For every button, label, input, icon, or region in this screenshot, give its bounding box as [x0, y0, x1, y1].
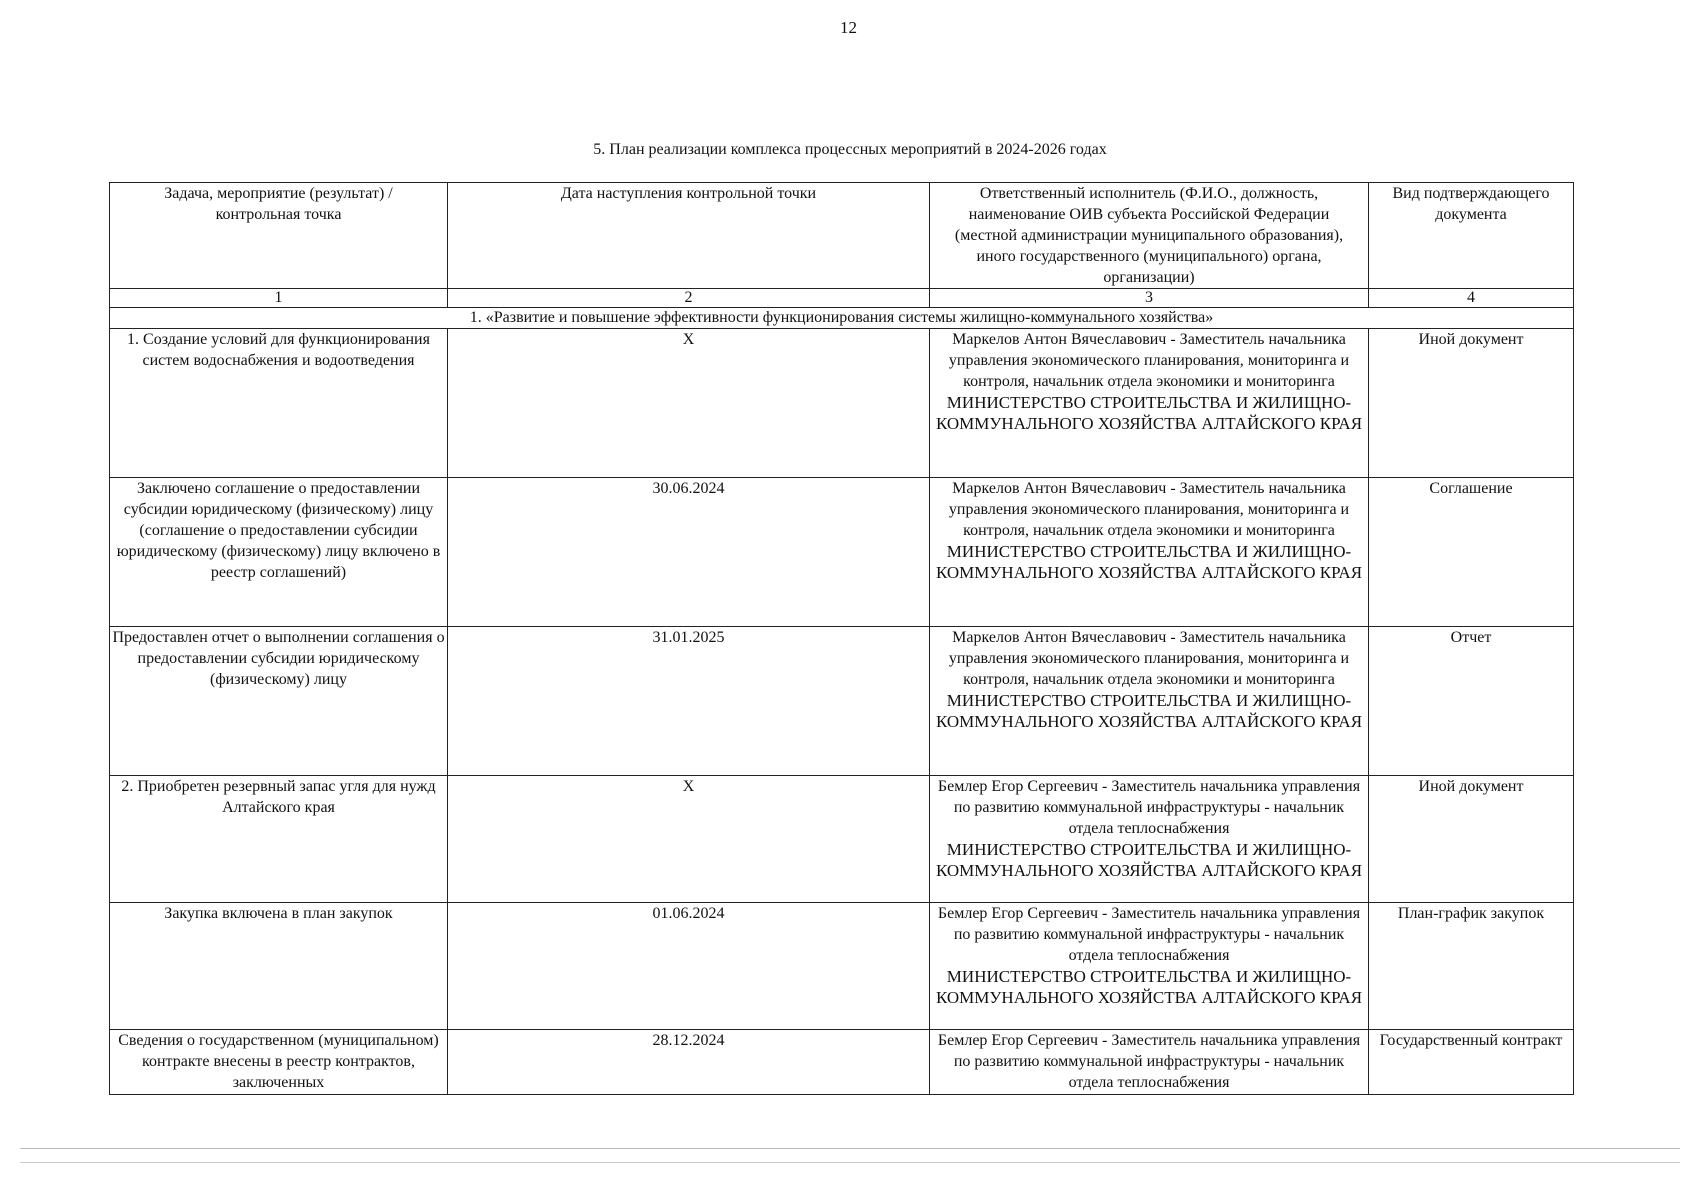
task-cell: Закупка включена в план закупок	[110, 903, 448, 1030]
page-title: 5. План реализации комплекса процессных мероприятий в 2024-2026 годах	[593, 141, 1107, 158]
plan-table	[109, 182, 1574, 1095]
executor-text: Маркелов Антон Вячеславович - Заместитель начальника управления экономического планирования, мониторинга и контроля, начальник отдела экономики и мониторинга	[948, 480, 1350, 539]
column-number-row	[110, 289, 1574, 308]
date-cell: 30.06.2024	[448, 478, 930, 627]
executor-cell	[930, 627, 1369, 776]
date-cell: 01.06.2024	[448, 903, 930, 1030]
task-cell: Предоставлен отчет о выполнении соглашения о предоставлении субсидии юридическому (физическому) лицу	[110, 627, 448, 776]
executor-cell	[930, 1030, 1369, 1095]
executor-cell	[930, 776, 1369, 903]
table-row	[110, 776, 1574, 903]
organization-name: МИНИСТЕРСТВО СТРОИТЕЛЬСТВА И ЖИЛИЩНО-КОММУНАЛЬНОГО ХОЗЯЙСТВА АЛТАЙСКОГО КРАЯ	[935, 840, 1363, 880]
date-cell: X	[448, 776, 930, 903]
column-number: 4	[1369, 289, 1574, 308]
organization-name: МИНИСТЕРСТВО СТРОИТЕЛЬСТВА И ЖИЛИЩНО-КОММУНАЛЬНОГО ХОЗЯЙСТВА АЛТАЙСКОГО КРАЯ	[935, 393, 1363, 433]
table-row	[110, 478, 1574, 627]
column-header-executor: Ответственный исполнитель (Ф.И.О., должность, наименование ОИВ субъекта Российской Федерации (местной администрации муниципального образования), иного государственного (муниципального) органа, организации)	[930, 183, 1369, 289]
executor-text: Маркелов Антон Вячеславович - Заместитель начальника управления экономического планирования, мониторинга и контроля, начальник отдела экономики и мониторинга	[948, 331, 1350, 390]
executor-text: Бемлер Егор Сергеевич - Заместитель начальника управления по развитию коммунальной инфраструктуры - начальник отдела теплоснабжения	[937, 778, 1361, 837]
organization-name: МИНИСТЕРСТВО СТРОИТЕЛЬСТВА И ЖИЛИЩНО-КОММУНАЛЬНОГО ХОЗЯЙСТВА АЛТАЙСКОГО КРАЯ	[935, 542, 1363, 582]
table-row	[110, 627, 1574, 776]
document-cell: Иной документ	[1369, 329, 1574, 478]
column-number: 3	[930, 289, 1369, 308]
document-cell: Соглашение	[1369, 478, 1574, 627]
executor-text: Бемлер Егор Сергеевич - Заместитель начальника управления по развитию коммунальной инфраструктуры - начальник отдела теплоснабжения	[937, 905, 1361, 964]
organization-name: МИНИСТЕРСТВО СТРОИТЕЛЬСТВА И ЖИЛИЩНО-КОММУНАЛЬНОГО ХОЗЯЙСТВА АЛТАЙСКОГО КРАЯ	[935, 967, 1363, 1007]
table-header-row	[110, 183, 1574, 289]
section-title: 1. «Развитие и повышение эффективности функционирования системы жилищно-коммунального хозяйства»	[110, 308, 1574, 329]
organization-name: МИНИСТЕРСТВО СТРОИТЕЛЬСТВА И ЖИЛИЩНО-КОММУНАЛЬНОГО ХОЗЯЙСТВА АЛТАЙСКОГО КРАЯ	[935, 691, 1363, 731]
executor-cell	[930, 329, 1369, 478]
task-cell: Заключено соглашение о предоставлении субсидии юридическому (физическому) лицу (соглашение о предоставлении субсидии юридическому (физическому) лицу включено в реестр соглашений)	[110, 478, 448, 627]
executor-cell	[930, 478, 1369, 627]
column-header-date: Дата наступления контрольной точки	[448, 183, 930, 289]
column-number: 2	[448, 289, 930, 308]
executor-text: Маркелов Антон Вячеславович - Заместитель начальника управления экономического планирования, мониторинга и контроля, начальник отдела экономики и мониторинга	[948, 629, 1350, 688]
document-cell: План-график закупок	[1369, 903, 1574, 1030]
task-cell: 2. Приобретен резервный запас угля для нужд Алтайского края	[110, 776, 448, 903]
column-header-task: Задача, мероприятие (результат) / контрольная точка	[110, 183, 448, 289]
scan-divider-line	[20, 1148, 1680, 1149]
date-cell: 31.01.2025	[448, 627, 930, 776]
column-number: 1	[110, 289, 448, 308]
table-row	[110, 903, 1574, 1030]
page-number: 12	[840, 18, 857, 37]
task-cell: 1. Создание условий для функционирования систем водоснабжения и водоотведения	[110, 329, 448, 478]
date-cell: X	[448, 329, 930, 478]
section-row	[110, 308, 1574, 329]
task-cell: Сведения о государственном (муниципальном) контракте внесены в реестр контрактов, заключенных	[110, 1030, 448, 1095]
table-row	[110, 1030, 1574, 1095]
column-header-document: Вид подтверждающего документа	[1369, 183, 1574, 289]
document-cell: Иной документ	[1369, 776, 1574, 903]
scan-divider-line	[20, 1162, 1680, 1163]
document-cell: Государственный контракт	[1369, 1030, 1574, 1095]
date-cell: 28.12.2024	[448, 1030, 930, 1095]
table-row	[110, 329, 1574, 478]
document-cell: Отчет	[1369, 627, 1574, 776]
executor-text: Бемлер Егор Сергеевич - Заместитель начальника управления по развитию коммунальной инфраструктуры - начальник отдела теплоснабжения	[937, 1032, 1361, 1091]
executor-cell	[930, 903, 1369, 1030]
